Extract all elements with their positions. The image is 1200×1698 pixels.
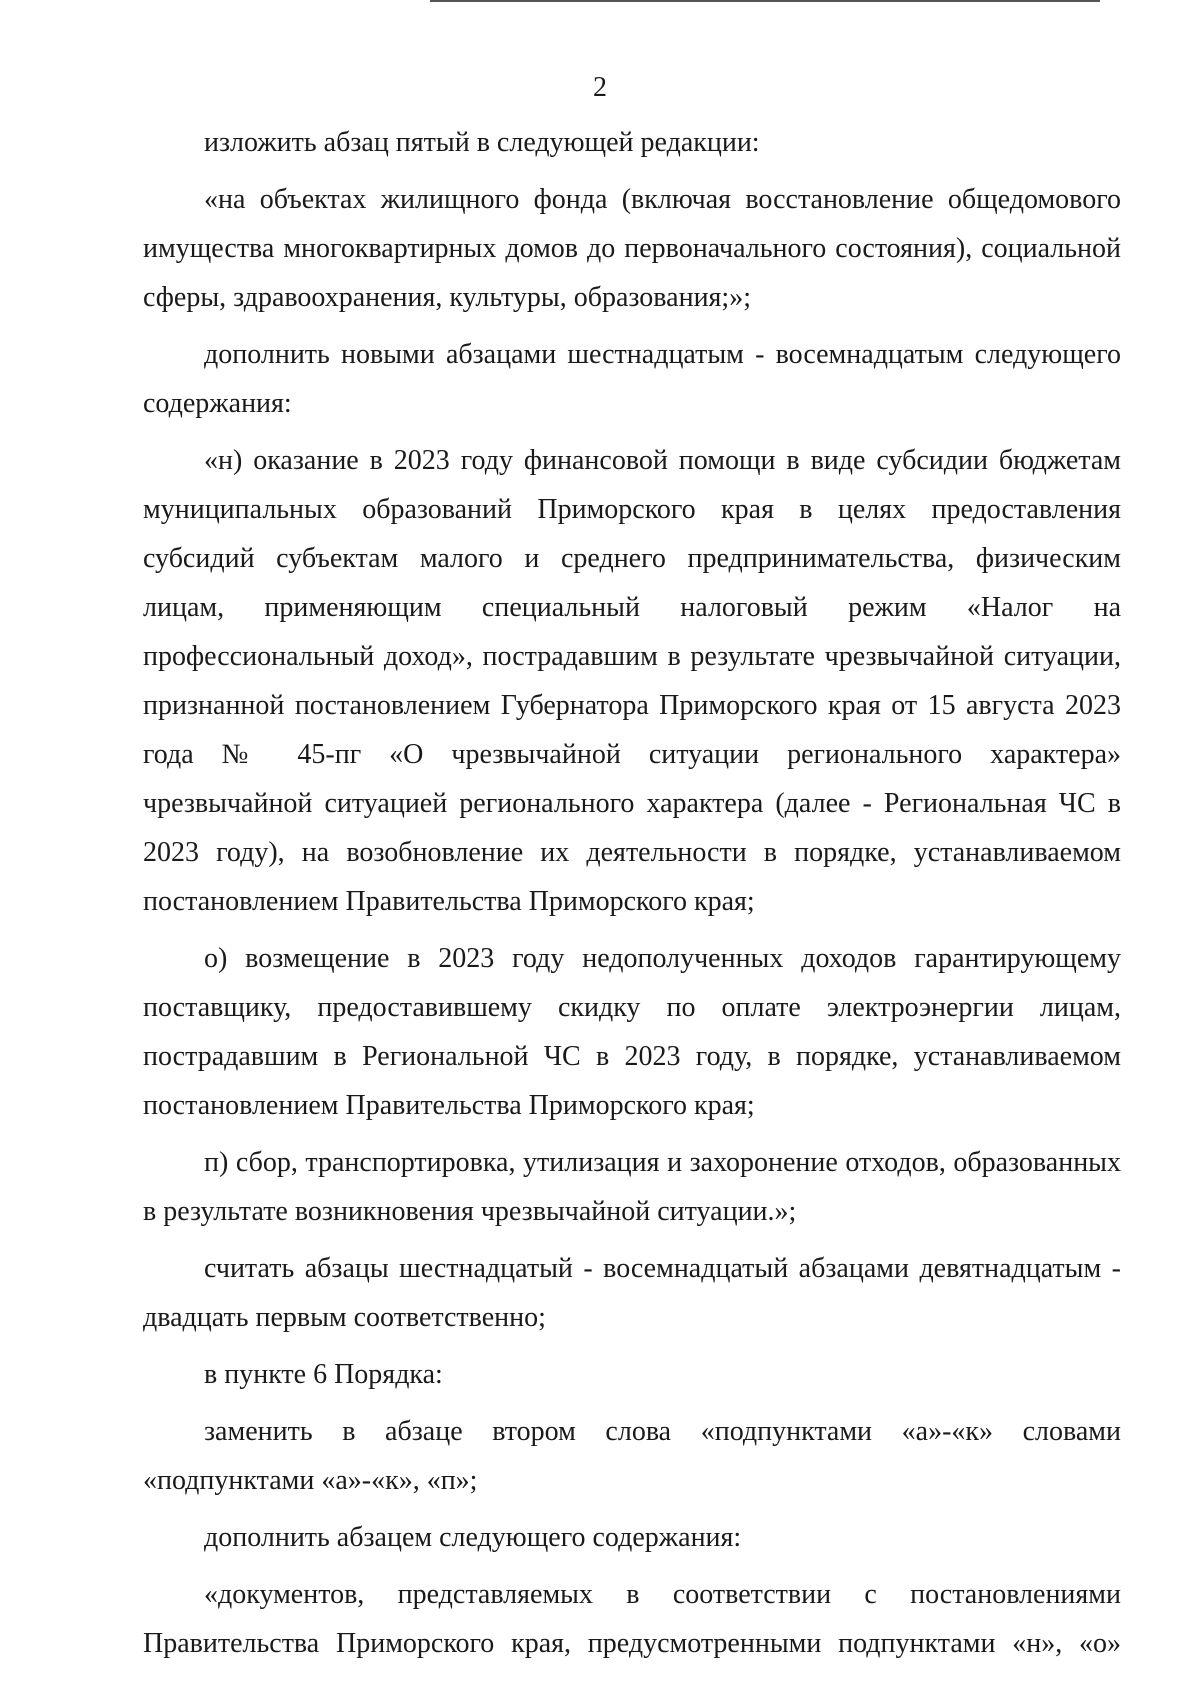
paragraph-subpoint-o: о) возмещение в 2023 году недополученных доходов гарантирующему поставщику, предоставившему скидку по оплате электроэнергии лицам, пострадавшим в Региональной ЧС в 2023 году, в порядке, устанавливаемом постановлением Правительства Приморского края; (143, 943, 1121, 1121)
paragraph-append-instruction: дополнить абзацем следующего содержания: (204, 1522, 742, 1553)
paragraph-documents: «документов, представляемых в соответствии с постановлениями Правительства Приморского края, предусмотренными подпунктами «н», «о» (143, 1579, 1121, 1659)
paragraph-renumber-instruction: считать абзацы шестнадцатый - восемнадцатый абзацами девятнадцатым - двадцать первым соответственно; (143, 1253, 1121, 1333)
document-body (143, 118, 1121, 1676)
paragraph-replace-instruction: заменить в абзаце втором слова «подпунктами «а»-«к» словами «подпунктами «а»-«к», «п»; (143, 1416, 1121, 1496)
paragraph-subpoint-n: «н) оказание в 2023 году финансовой помощи в виде субсидии бюджетам муниципальных образований Приморского края в целях предоставления субсидий субъектам малого и среднего предпринимательства, физическим лицам, применяющим специальный налоговый режим «Налог на профессиональный доход», пострадавшим в результате чрезвычайной ситуации, признанной постановлением Губернатора Приморского края от 15 августа 2023 года № 45-пг «О чрезвычайной ситуации регионального характера» чрезвычайной ситуацией регионального характера (далее - Региональная ЧС в 2023 году), на возобновление их деятельности в порядке, устанавливаемом постановлением Правительства Приморского края; (143, 445, 1121, 917)
paragraph-housing-objects: «на объектах жилищного фонда (включая восстановление общедомового имущества многоквартирных домов до первоначального состояния), социальной сферы, здравоохранения, культуры, образования;»; (143, 184, 1121, 313)
paragraph-edit-instruction: изложить абзац пятый в следующей редакции: (204, 127, 760, 158)
paragraph-point-6: в пункте 6 Порядка: (204, 1359, 443, 1390)
page-number: 2 (593, 72, 607, 103)
top-rule (430, 0, 1100, 2)
paragraph-subpoint-p: п) сбор, транспортировка, утилизация и захоронение отходов, образованных в результате возникновения чрезвычайной ситуации.»; (143, 1147, 1121, 1227)
paragraph-add-instruction: дополнить новыми абзацами шестнадцатым - восемнадцатым следующего содержания: (143, 339, 1121, 419)
